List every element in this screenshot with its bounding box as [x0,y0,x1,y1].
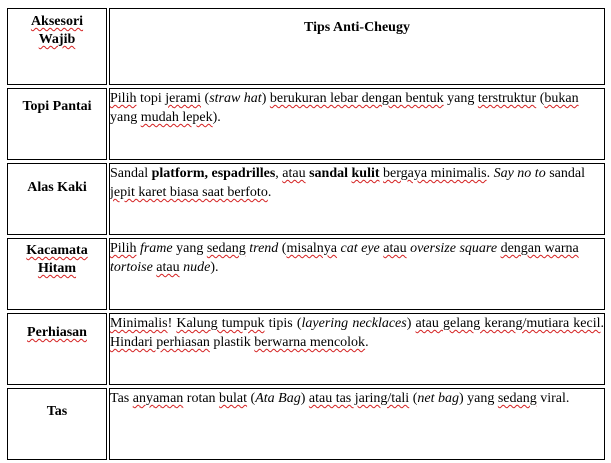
tip-word: bulat [219,391,248,406]
table-row [7,238,605,310]
tip-word: berwarna mencolok [254,335,366,350]
tip-word: sedang [497,391,537,406]
tip-word: tipis ( [264,316,302,331]
tip-word: sedang [206,241,246,256]
tip-word: ) [300,391,309,406]
tip-word: bukan [544,91,579,106]
tip-word: atau tas jaring/tali [308,391,410,406]
tip-word: ( [247,391,256,406]
tip-word: ( [536,91,545,106]
tip-word: plastik [209,335,255,350]
tip-kacamata-hitam [110,239,604,277]
tip-word: net bag [417,391,459,406]
table-row [7,388,605,460]
row-label-perhiasan: Perhiasan [27,325,87,340]
header-aksesori-line1: Aksesori [30,14,84,29]
tip-word: . [267,185,272,200]
tip-word: straw hat [209,91,262,106]
tip-word: Ata Bag [255,391,301,406]
tip-word: , [275,166,283,181]
tip-word: mudah lepek [140,110,213,125]
tip-word: Say no to [493,166,546,181]
tip-word: ). [210,260,219,275]
header-tips-text [304,20,410,35]
tip-word: atau gelang kerang/mutiara kecil [415,316,601,331]
tip-word: jepit karet biasa saat berfoto [110,185,268,200]
row-tip-cell[interactable] [109,163,605,235]
row-tip-cell[interactable] [109,238,605,310]
tip-topi-pantai [110,89,604,127]
header-cell-tips[interactable] [109,8,605,85]
tip-word: atau [156,260,180,275]
tip-word: rotan [183,391,220,406]
header-aksesori-line2: Wajib [38,32,76,47]
tip-word: terstruktur [477,91,537,106]
tip-word: trend [249,241,279,256]
tip-word: Kalung tumpuk [176,316,265,331]
tip-word: misalnya [286,241,338,256]
tip-word: sandal [545,166,585,181]
tip-word: ) yang [458,391,498,406]
tip-word: sandal [309,166,349,181]
tip-word: Tas [110,391,133,406]
tip-word: berukuran lebar dengan bentuk [269,91,444,106]
tip-word: tortoise [110,260,153,275]
row-label-tas: Tas [46,404,68,419]
tip-word: jerami [165,91,202,106]
table-row [7,88,605,160]
tip-word: yang [110,110,141,125]
row-label-cell[interactable] [7,313,107,385]
tip-word: Minimalis [110,316,168,331]
row-label-kacamata: Kacamata [26,243,88,258]
row-label-alas-kaki: Alas Kaki [27,180,87,195]
accessory-tips-table [5,5,607,463]
tip-word: . [365,335,369,350]
tip-word: ( [278,241,287,256]
tip-word: ( [409,391,418,406]
row-label-topi-pantai: Topi Pantai [22,99,92,114]
header-tips-label: Tips Anti-Cheugy [304,20,410,35]
tip-word: yang [443,91,478,106]
tip-word: Hindari perhiasan [110,335,210,350]
tip-word: dengan warna [500,241,579,256]
tip-word: anyaman [132,391,184,406]
tip-word: ! [167,316,177,331]
row-label-cell[interactable] [7,88,107,160]
row-label-hitam: Hitam [37,261,77,276]
tip-word: platform, espadrilles [151,166,276,181]
tip-word: atau [282,166,306,181]
tip-word: frame [139,241,173,256]
row-label-cell[interactable] [7,163,107,235]
table-header-row [7,8,605,85]
table-row [7,313,605,385]
tip-alas-kaki [110,164,604,202]
row-tip-cell[interactable] [109,388,605,460]
tip-word: ( [201,91,210,106]
row-tip-cell[interactable] [109,88,605,160]
tip-word: . [600,316,604,331]
tip-word: viral. [536,391,570,406]
tip-word: ) [406,316,416,331]
tip-word: layering necklaces [301,316,407,331]
tip-tas [110,389,604,408]
row-label-cell[interactable] [7,388,107,460]
tip-word: cat eye [340,241,380,256]
tip-word: ) [261,91,270,106]
tip-word: Sandal [110,166,152,181]
tip-word: yang [172,241,207,256]
tip-word: Pilih [110,91,137,106]
tip-word: atau [383,241,407,256]
tip-word: oversize square [410,241,498,256]
tip-word: . [486,166,494,181]
tip-word: bergaya minimalis [383,166,487,181]
header-cell-aksesori[interactable] [7,8,107,85]
tip-perhiasan [110,314,604,352]
tip-word: nude [183,260,211,275]
tip-word: Pilih [110,241,137,256]
table-row [7,163,605,235]
tip-word: topi [136,91,166,106]
row-tip-cell[interactable] [109,313,605,385]
tip-word: ). [212,110,221,125]
row-label-cell[interactable] [7,238,107,310]
tip-word: kulit [351,166,380,181]
